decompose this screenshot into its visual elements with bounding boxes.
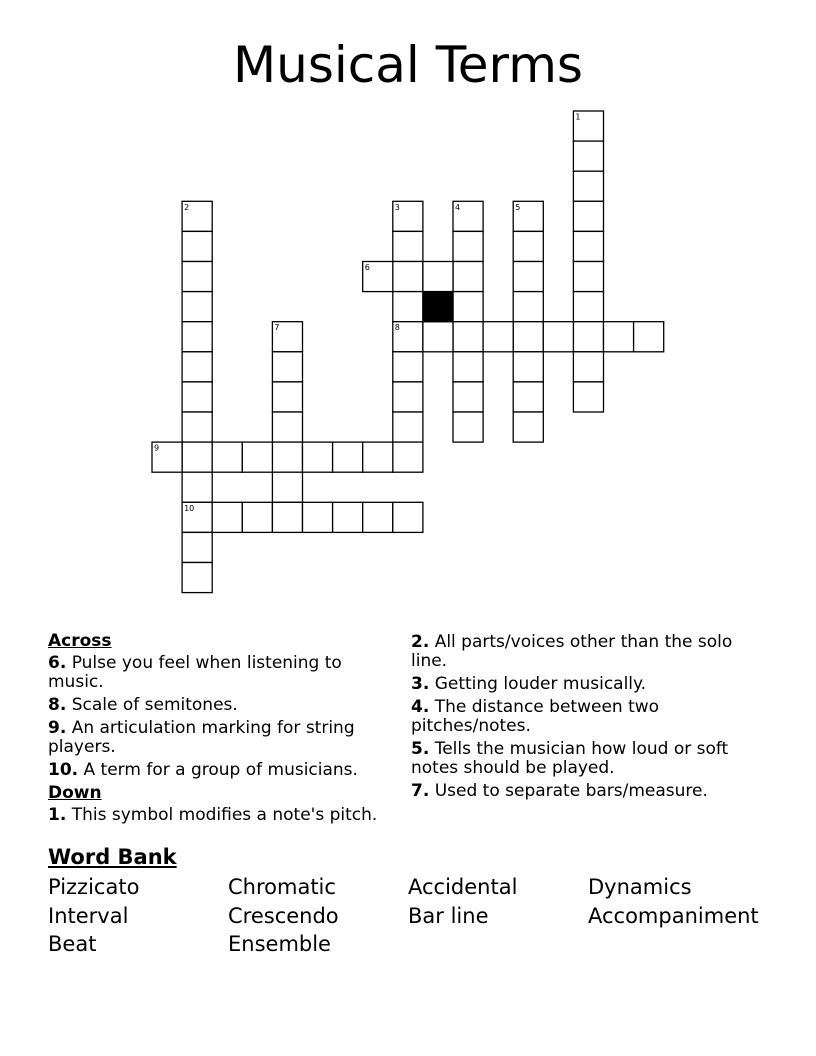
clue-item: [48, 761, 398, 780]
word-bank-item: Dynamics: [588, 875, 692, 899]
grid-cell[interactable]: [573, 231, 603, 261]
clue-number: 9.: [48, 718, 67, 738]
grid-cell[interactable]: [423, 322, 453, 352]
clue-number: 10.: [48, 760, 79, 780]
grid-cell[interactable]: [212, 442, 242, 472]
clue-number: 7.: [411, 781, 430, 801]
clue-item: [48, 806, 398, 825]
grid-cell[interactable]: [182, 322, 212, 352]
grid-cell[interactable]: [393, 262, 423, 292]
grid-cell[interactable]: [182, 352, 212, 382]
word-bank-item: Ensemble: [228, 932, 331, 956]
grid-cell[interactable]: [242, 442, 272, 472]
grid-cell[interactable]: [604, 322, 634, 352]
grid-cell[interactable]: [333, 442, 363, 472]
grid-cell[interactable]: [573, 201, 603, 231]
clue-item: [411, 740, 771, 778]
grid-cell[interactable]: [303, 442, 333, 472]
clue-number-label: 4: [455, 202, 461, 212]
grid-cell[interactable]: [272, 352, 302, 382]
clue-text: Getting louder musically.: [429, 674, 647, 694]
grid-cell[interactable]: [513, 382, 543, 412]
grid-cell[interactable]: [182, 292, 212, 322]
grid-cell[interactable]: [573, 292, 603, 322]
grid-cell[interactable]: [363, 442, 393, 472]
clue-text: Used to separate bars/measure.: [429, 781, 708, 801]
clue-number-label: 1: [575, 112, 581, 122]
clue-text: Scale of semitones.: [66, 695, 238, 715]
clue-number-label: 2: [184, 202, 190, 212]
grid-cell[interactable]: [513, 352, 543, 382]
grid-cell[interactable]: [513, 262, 543, 292]
clue-section-heading: Down: [48, 783, 102, 803]
grid-cell[interactable]: [182, 532, 212, 562]
grid-cell[interactable]: [423, 262, 453, 292]
grid-cell[interactable]: [573, 382, 603, 412]
grid-cell[interactable]: [573, 141, 603, 171]
clue-item: [411, 633, 771, 671]
clue-number: 4.: [411, 697, 430, 717]
grid-cell[interactable]: [543, 322, 573, 352]
grid-cell[interactable]: [393, 382, 423, 412]
word-bank-item: Pizzicato: [48, 875, 140, 899]
grid-cell[interactable]: [272, 502, 302, 532]
grid-cell[interactable]: [182, 563, 212, 593]
clue-number-label: 5: [515, 202, 521, 212]
grid-cell[interactable]: [363, 502, 393, 532]
clue-item: [48, 696, 398, 715]
grid-cell[interactable]: [303, 502, 333, 532]
grid-cell[interactable]: [573, 322, 603, 352]
clue-text: This symbol modifies a note's pitch.: [66, 805, 378, 825]
clue-text: An articulation marking for string players.: [48, 718, 355, 757]
grid-cell[interactable]: [393, 412, 423, 442]
grid-cell[interactable]: [453, 292, 483, 322]
grid-cell[interactable]: [483, 322, 513, 352]
clue-text: A term for a group of musicians.: [78, 760, 358, 780]
grid-cell[interactable]: [182, 442, 212, 472]
word-bank-item: Chromatic: [228, 875, 336, 899]
word-bank-title: Word Bank: [48, 845, 177, 869]
clue-number: 6.: [48, 653, 67, 673]
grid-cell[interactable]: [453, 352, 483, 382]
grid-cell[interactable]: [393, 502, 423, 532]
word-bank: [48, 873, 788, 959]
grid-cell[interactable]: [573, 171, 603, 201]
clue-number: 5.: [411, 739, 430, 759]
word-bank-item: Accompaniment: [588, 903, 759, 928]
clue-number-label: 3: [394, 202, 400, 212]
grid-cell[interactable]: [182, 382, 212, 412]
grid-cell[interactable]: [272, 382, 302, 412]
clue-text: The distance between two pitches/notes.: [411, 697, 660, 736]
grid-cell[interactable]: [272, 472, 302, 502]
grid-cell[interactable]: [393, 292, 423, 322]
grid-cell[interactable]: [182, 262, 212, 292]
grid-cell[interactable]: [242, 502, 272, 532]
clues-left-column: [48, 630, 398, 829]
grid-cell[interactable]: [453, 262, 483, 292]
grid-cell[interactable]: [393, 352, 423, 382]
grid-cell[interactable]: [393, 231, 423, 261]
clue-item: [411, 782, 771, 801]
clue-text: Tells the musician how loud or soft notes should be played.: [411, 739, 729, 778]
clue-item: [411, 675, 771, 694]
grid-cell[interactable]: [513, 412, 543, 442]
grid-cell[interactable]: [573, 352, 603, 382]
clue-number: 8.: [48, 695, 67, 715]
clue-text: All parts/voices other than the solo line.: [411, 632, 733, 671]
clue-section-heading: Across: [48, 631, 112, 651]
clue-number-label: 10: [184, 503, 195, 513]
grid-cell[interactable]: [634, 322, 664, 352]
word-bank-item: Beat: [48, 932, 97, 956]
clue-number-label: 8: [394, 323, 400, 333]
grid-cell[interactable]: [453, 231, 483, 261]
clue-text: Pulse you feel when listening to music.: [48, 653, 342, 692]
grid-cell[interactable]: [272, 442, 302, 472]
black-cell: [423, 292, 453, 322]
puzzle-title: Musical Terms: [233, 36, 583, 94]
grid-cell[interactable]: [453, 382, 483, 412]
clues-right-column: [411, 630, 771, 805]
grid-cell[interactable]: [513, 231, 543, 261]
grid-cell[interactable]: [182, 412, 212, 442]
word-bank-item: Crescendo: [228, 903, 339, 928]
grid-cell[interactable]: [453, 412, 483, 442]
grid-cell[interactable]: [513, 322, 543, 352]
clue-number: 2.: [411, 632, 430, 652]
clue-item: [48, 654, 398, 692]
word-bank-item: Interval: [48, 903, 129, 928]
word-bank-item: Bar line: [408, 903, 489, 928]
grid-cell[interactable]: [333, 502, 363, 532]
clue-item: [48, 719, 398, 757]
clue-number-label: 9: [154, 443, 160, 453]
grid-cell[interactable]: [212, 502, 242, 532]
grid-cell[interactable]: [182, 231, 212, 261]
clue-number-label: 6: [364, 263, 370, 272]
grid-cell[interactable]: [393, 442, 423, 472]
grid-cell[interactable]: [513, 292, 543, 322]
grid-cell[interactable]: [453, 322, 483, 352]
grid-cell[interactable]: [573, 262, 603, 292]
grid-cell[interactable]: [182, 472, 212, 502]
clue-number: 3.: [411, 674, 430, 694]
word-bank-item: Accidental: [408, 875, 518, 899]
clue-number-label: 7: [274, 323, 280, 333]
clue-number: 1.: [48, 805, 67, 825]
grid-cell[interactable]: [272, 412, 302, 442]
clue-item: [411, 698, 771, 736]
